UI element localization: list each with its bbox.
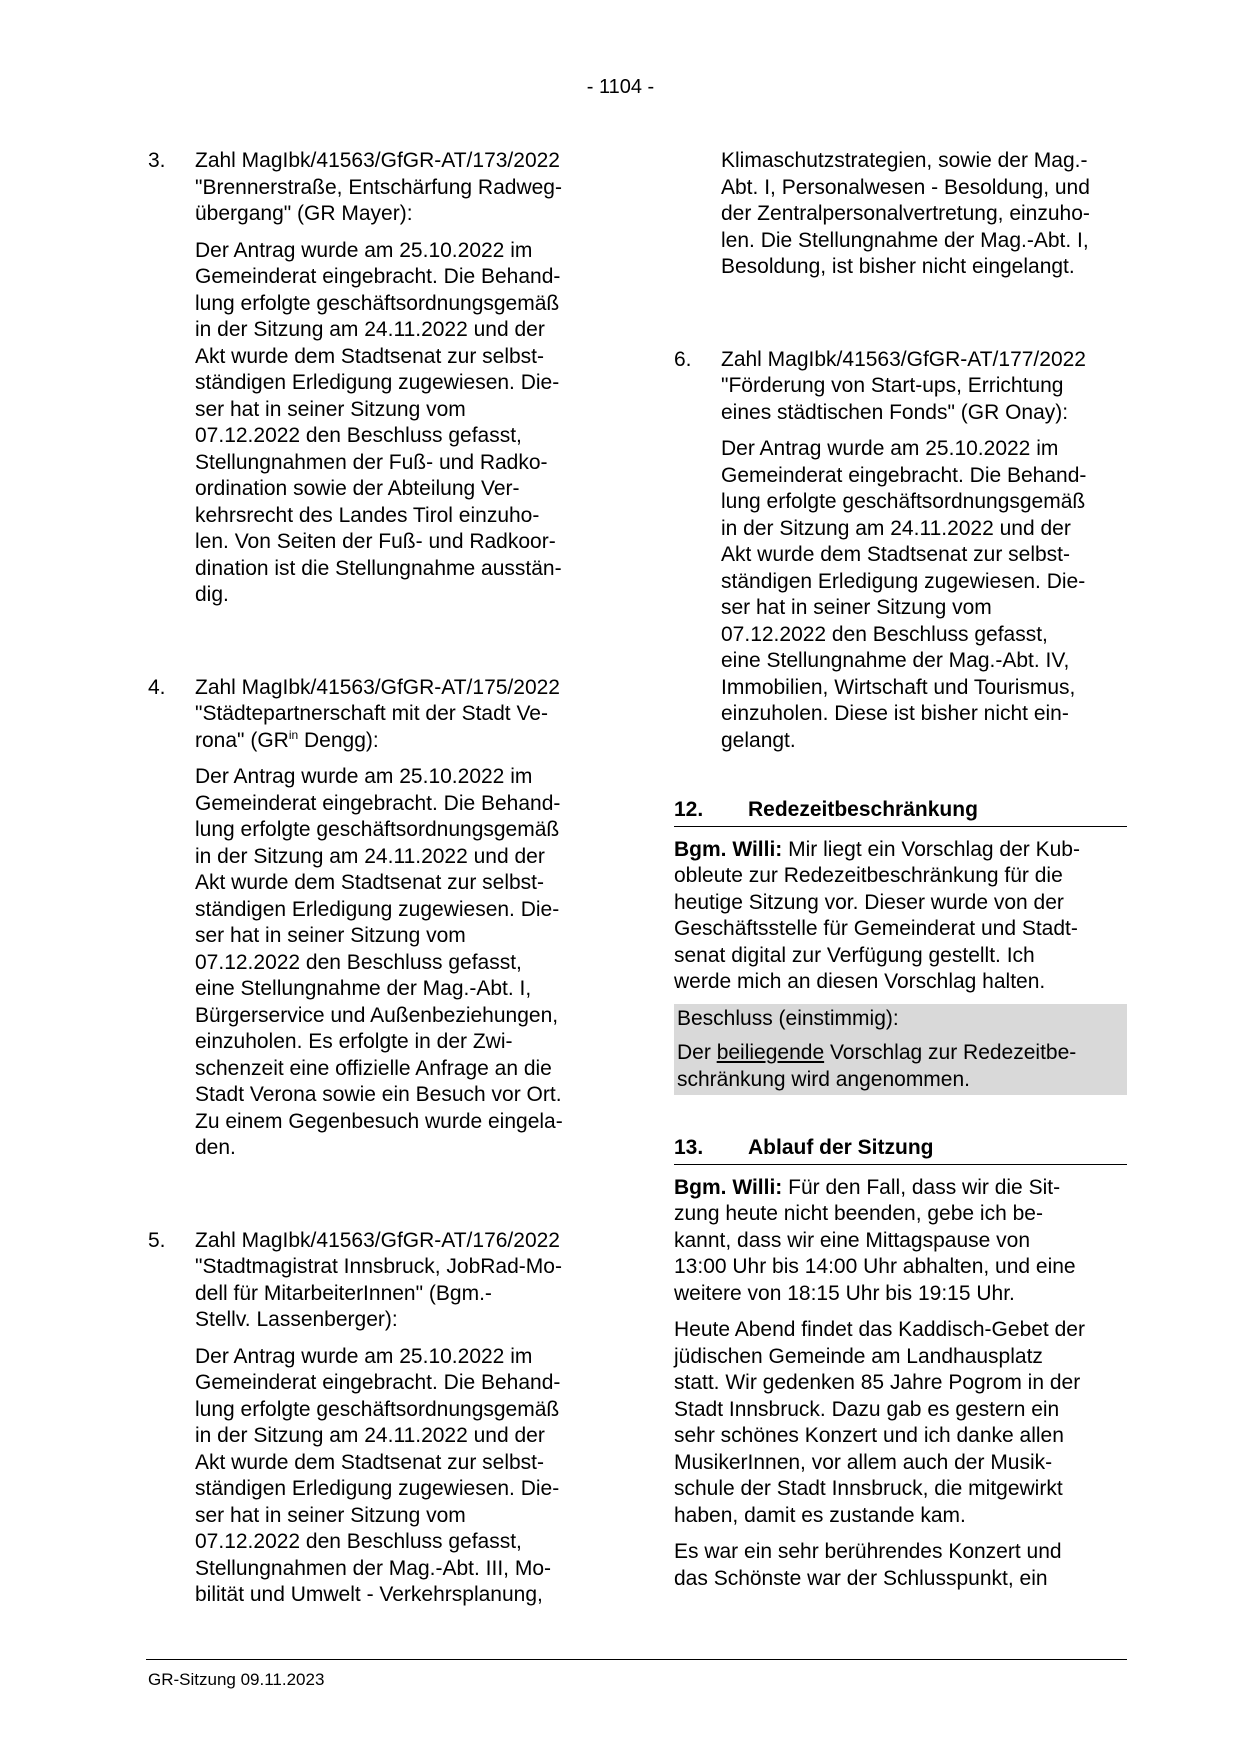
right-column [674, 148, 1127, 1592]
footer-text: GR-Sitzung 09.11.2023 [148, 1670, 325, 1689]
section-13-paragraph-2: Heute Abend findet das Kaddisch-Gebet der jüdischen Gemeinde am Landhausplatz statt. Wir gedenken 85 Jahre Pogrom in der Stadt Innsbruck. Dazu gab es gestern ein sehr schönes Konzert und ich danke allen MusikerInnen, vor allem auch der Musik- schule der Stadt Innsbruck, die mitgewirkt haben, damit es zustande kam. [674, 1318, 1085, 1527]
section-13-statement: Bgm. Willi: Für den Fall, dass wir die Sit- zung heute nicht beenden, gebe ich be- kannt, dass wir eine Mittagspause von 13:00 Uhr bis 14:00 Uhr abhalten, und eine weitere von 18:15 Uhr bis 19:15 Uhr. [674, 1175, 1076, 1305]
item-5-continuation: Klimaschutzstrategien, sowie der Mag.- Abt. I, Personalwesen - Besoldung, und der Zentralpersonalvertretung, einzuho- len. Die Stellungnahme der Mag.-Abt. I, Besoldung, ist bisher nicht eingelangt. [721, 149, 1090, 278]
resolution-label: Beschluss (einstimmig): [677, 1006, 899, 1030]
item-heading: Zahl MagIbk/41563/GfGR-AT/175/2022 "Städtepartnerschaft mit der Stadt Ve- rona" ($GR^{in}$ Dengg): [195, 675, 560, 752]
section-13-heading: 13. Ablauf der Sitzung [674, 1135, 1127, 1165]
section-13-paragraph-3: Es war ein sehr berührendes Konzert und das Schönste war der Schlusspunkt, ein [674, 1540, 1062, 1590]
section-12-statement: Bgm. Willi: Mir liegt ein Vorschlag der Kub- obleute zur Redezeitbeschränkung für die heutige Sitzung vor. Dieser wurde von der Geschäftsstelle für Gemeinderat und Stadt- senat digital zur Verfügung gestellt. Ich werde mich an diesen Vorschlag halten. [674, 837, 1080, 993]
attachment-link[interactable]: beiliegende [716, 1041, 825, 1064]
item-number: 6. [674, 347, 692, 371]
section-12-heading: 12. Redezeitbeschränkung [674, 797, 1127, 827]
agenda-item-5 [148, 1228, 598, 1609]
footer-divider [146, 1659, 1127, 1660]
item-body: Der Antrag wurde am 25.10.2022 im Gemeinderat eingebracht. Die Behand- lung erfolgte geschäftsordnungsgemäß in der Sitzung am 24.11.2022 und der Akt wurde dem Stadtsenat zur selbst- ständigen Erledigung zugewiesen. Die- ser hat in seiner Sitzung vom 07.12.2022 den Beschluss gefasst, eine Stellungnahme der Mag.-Abt. I, Bürgerservice und Außenbeziehungen, einzuholen. Es erfolgte in der Zwi- schenzeit eine offizielle Anfrage an die Stadt Verona sowie ein Besuch vor Ort. Zu einem Gegenbesuch wurde eingela- den. [195, 765, 563, 1159]
item-body: Der Antrag wurde am 25.10.2022 im Gemeinderat eingebracht. Die Behand- lung erfolgte geschäftsordnungsgemäß in der Sitzung am 24.11.2022 und der Akt wurde dem Stadtsenat zur selbst- ständigen Erledigung zugewiesen. Die- ser hat in seiner Sitzung vom 07.12.2022 den Beschluss gefasst, eine Stellungnahme der Mag.-Abt. IV, Immobilien, Wirtschaft und Tourismus, einzuholen. Diese ist bisher nicht ein- gelangt. [721, 437, 1087, 752]
item-number: 4. [148, 675, 166, 699]
item-heading: Zahl MagIbk/41563/GfGR-AT/176/2022 "Stadtmagistrat Innsbruck, JobRad-Mo- dell für MitarbeiterInnen" (Bgm.- Stellv. Lassenberger): [195, 1228, 562, 1331]
item-heading: Zahl MagIbk/41563/GfGR-AT/177/2022 "Förderung von Start-ups, Errichtung eines städtischen Fonds" (GR Onay): [721, 347, 1086, 424]
resolution-box: Beschluss (einstimmig): Der beiliegende Vorschlag zur Redezeitbe- schränkung wird angenommen. [674, 1004, 1127, 1096]
item-heading: Zahl MagIbk/41563/GfGR-AT/173/2022 "Brennerstraße, Entschärfung Radweg- übergang" (GR Mayer): [195, 149, 562, 225]
agenda-item-6 [674, 347, 1127, 755]
agenda-item-3 [148, 148, 598, 609]
item-number: 3. [148, 149, 166, 172]
left-column [148, 148, 598, 1609]
item-body: Der Antrag wurde am 25.10.2022 im Gemeinderat eingebracht. Die Behand- lung erfolgte geschäftsordnungsgemäß in der Sitzung am 24.11.2022 und der Akt wurde dem Stadtsenat zur selbst- ständigen Erledigung zugewiesen. Die- ser hat in seiner Sitzung vom 07.12.2022 den Beschluss gefasst, Stellungnahmen der Fuß- und Radko- ordination sowie der Abteilung Ver- kehrsrecht des Landes Tirol einzuho- len. Von Seiten der Fuß- und Radkoor- dination ist die Stellungnahme ausstän- dig. [195, 238, 562, 606]
item-body: Der Antrag wurde am 25.10.2022 im Gemeinderat eingebracht. Die Behand- lung erfolgte geschäftsordnungsgemäß in der Sitzung am 24.11.2022 und der Akt wurde dem Stadtsenat zur selbst- ständigen Erledigung zugewiesen. Die- ser hat in seiner Sitzung vom 07.12.2022 den Beschluss gefasst, Stellungnahmen der Mag.-Abt. III, Mo- bilität und Umwelt - Verkehrsplanung, [195, 1344, 561, 1606]
agenda-item-4 [148, 675, 598, 1162]
item-number: 5. [148, 1228, 166, 1252]
page-number: - 1104 - [586, 76, 655, 98]
